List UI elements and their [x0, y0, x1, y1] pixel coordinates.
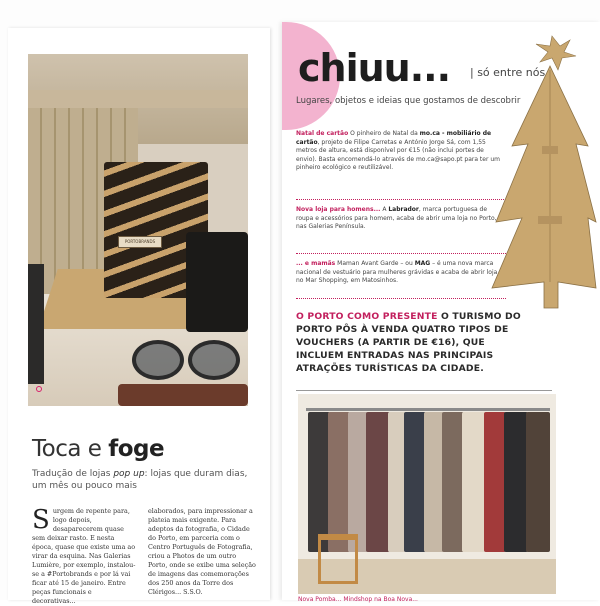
photo-garment: [328, 412, 350, 552]
photo-garment: [442, 412, 464, 552]
shop-photo: [28, 54, 248, 406]
news-item-head: ... e mamãs: [296, 260, 336, 267]
article-column-2: [148, 507, 256, 597]
photo-garment: [504, 412, 528, 552]
photo-marker-icon: [36, 386, 42, 392]
photo-black-case: [186, 232, 248, 332]
news-item-text: , projeto de Filipe Carretas e António Jorge Sá, com 1,55 metros de altura, está disponível por €15 (não inclui portes de envio). Basta encomendá-lo através de mo.ca@sapo.pt para ter um pinheiro ecológico e reutilizável.: [296, 138, 500, 172]
product-tag-text: PORTOBRANDS: [124, 239, 156, 244]
news-item-text: , marca portuguesa de roupa e acessórios para homem, acaba de abrir uma loja no Porto, nas Galerias Península.: [296, 206, 497, 231]
subtitle-part-1: Tradução de lojas: [32, 469, 114, 479]
porto-highlight-text: O TURISMO DO PORTO PÔS À VENDA QUATRO TIPOS DE VOUCHERS (A PARTIR DE €16), QUE INCLUEM ENTRADAS NAS PRINCIPAIS ATRAÇÕES TURÍSTICAS DA CIDADE.: [296, 311, 521, 374]
article-column-1: [32, 507, 136, 606]
article-title-regular: Toca e: [32, 436, 102, 462]
news-item-head: Nova loja para homens...: [296, 206, 381, 213]
clothing-rack-photo: [298, 394, 556, 594]
article-subtitle: [32, 468, 254, 492]
drop-cap: S: [32, 505, 50, 535]
photo-garment: [424, 412, 444, 552]
column-2-text: elaborados, para impressionar a plateia mais exigente. Para adeptos da fotografia, o Cidade do Porto, em parceria com o Centro Português de Fotografia, criou a Photos de um outro Porto, onde se exibe uma seleção de imagens das comemorações dos 250 anos da Torre dos Clérigos... S.S.O.: [148, 507, 256, 596]
photo-garment: [526, 412, 550, 552]
photo-sunglasses: [128, 340, 248, 388]
news-item-brand: Labrador: [388, 206, 419, 213]
photo-shelf: [28, 90, 248, 108]
photo-garment: [366, 412, 390, 552]
photo-garment: [348, 412, 368, 552]
news-item-head: Natal de cartão: [296, 130, 349, 137]
article-title-bold: foge: [108, 436, 165, 462]
news-item-text: O pinheiro de Natal da: [348, 130, 420, 137]
news-item-maternity-store: [296, 260, 506, 286]
photo-dark-object: [28, 264, 44, 384]
article-title: [32, 436, 164, 462]
divider: [296, 199, 506, 200]
section-tagline: Lugares, objetos e ideias que gostamos de descobrir: [296, 96, 521, 106]
photo-garment: [462, 412, 486, 552]
divider: [296, 253, 506, 254]
porto-voucher-highlight: [296, 310, 528, 375]
photo-garment: [484, 412, 506, 552]
news-item-text: – é uma nova marca nacional de vestuário para mulheres grávidas e acaba de abrir loja no Mar Shopping, em Matosinhos.: [296, 260, 498, 285]
column-1-text: urgem de repente para, logo depois, desaparecerem quase sem deixar rasto. E nesta época, quase que existe uma ao virar da esquina. Nas Galerias Lumière, por exemplo, instalou-se a #Portobrands e por lá vai ficar até 15 de janeiro. Entre peças funcionais e decorativas...: [32, 507, 136, 605]
cardboard-tree-icon: [492, 26, 596, 312]
subtitle-emphasis: pop up: [113, 469, 145, 479]
news-item-text: Maman Avant Garde – ou: [335, 260, 415, 267]
news-item-brand: mo.ca - mobiliário de cartão: [296, 130, 492, 146]
news-item-men-store: [296, 206, 506, 232]
photo-garment: [308, 412, 330, 552]
photo-caption: Nova Pomba... Mindshop na Boa Nova...: [298, 596, 418, 603]
left-page: [8, 28, 270, 605]
divider: [296, 390, 552, 391]
news-item-text: A: [380, 206, 389, 213]
section-subtitle: | só entre nós: [470, 66, 546, 79]
right-page: [282, 22, 600, 603]
photo-wooden-stool: [318, 534, 358, 584]
sunglasses-lens-right: [188, 340, 240, 380]
section-title: chiuu...: [298, 46, 451, 90]
photo-product-tag: [118, 236, 162, 248]
sunglasses-lens-left: [132, 340, 184, 380]
news-item-christmas-tree: [296, 130, 506, 173]
porto-highlight-lead: O PORTO COMO PRESENTE: [296, 311, 438, 322]
divider: [296, 298, 506, 299]
photo-clothing-rail: [306, 408, 550, 411]
photo-garment: [404, 412, 426, 552]
news-item-brand: MAG: [414, 260, 431, 267]
subtitle-part-2: : lojas que duram dias, um mês ou pouco mais: [32, 469, 248, 491]
